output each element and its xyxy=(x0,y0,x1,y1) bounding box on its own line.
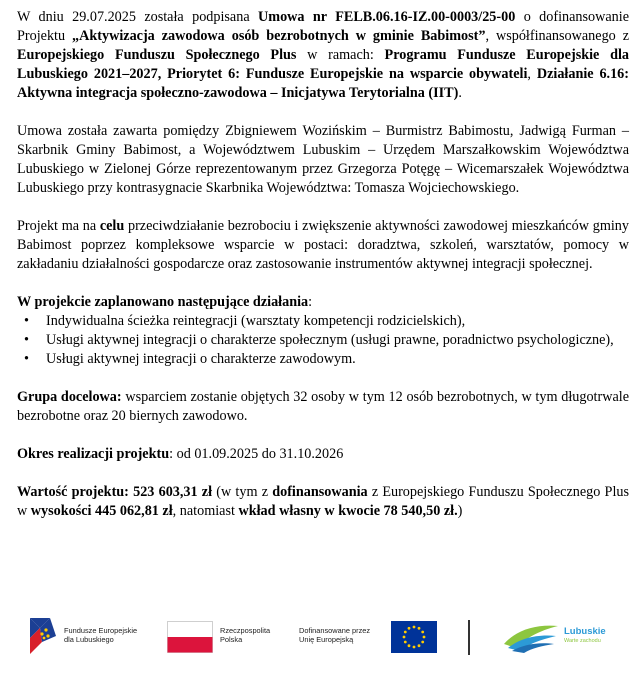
list-item: • Usługi aktywnej integracji o charakterze zawodowym. xyxy=(24,351,356,367)
logo-strip xyxy=(0,612,640,662)
fe-logo-line1: Fundusze Europejskie xyxy=(64,626,138,635)
fe-emblem-icon xyxy=(28,616,58,656)
text: , xyxy=(527,66,537,82)
text: , współfinansowanego z xyxy=(485,28,630,44)
bullet: • xyxy=(24,351,29,367)
programme-name: Programu Fundusze Europejskie dla Lubuskiego 2021–2027, Priorytet 6: Fundusze Europejskie na wsparcie obywateli xyxy=(17,47,629,82)
eu-funding-logo xyxy=(299,612,439,662)
fund-name: Europejskiego Funduszu Społecznego Plus xyxy=(17,47,297,63)
paragraph-goal xyxy=(17,217,629,274)
rzeczpospolita-polska-logo xyxy=(167,612,287,662)
lubuskie-logo xyxy=(502,612,622,662)
list-item: • Usługi aktywnej integracji o charakterze społecznym (usługi prawne, poradnictwo psychologiczne), xyxy=(24,332,614,348)
lubuskie-emblem-icon xyxy=(502,620,560,654)
lubuskie-logo-tagline: Warte zachodu xyxy=(564,638,601,644)
eu-logo-line1: Dofinansowane przez xyxy=(299,626,371,635)
actions-heading: W projekcie zaplanowano następujące działania: xyxy=(17,294,313,310)
text: o dofinansowanie Projektu xyxy=(17,9,629,44)
eu-flag-icon xyxy=(391,621,437,653)
paragraph-parties: Umowa została zawarta pomiędzy Zbigniewem Wozińskim – Burmistrz Babimostu, Jadwigą Furman – Skarbnik Gminy Babimost, a Województwem Lubuskim – Urzędem Marszałkowskim Województwa Lubuskiego w Zielonej Górze reprezentowanym przez Grzegorza Potęgę – Wicemarszałek Województwa Lubuskiego przy kontrasygnacie Skarbnika Województwa: Tomasza Wojciechowskiego. xyxy=(17,123,629,196)
paragraph-period: Okres realizacji projektu: od 01.09.2025 do 31.10.2026 xyxy=(17,446,344,462)
logo-divider xyxy=(468,620,470,655)
contract-number: Umowa nr FELB.06.16-IZ.00-0003/25-00 xyxy=(258,9,516,25)
rp-logo-line2: Polska xyxy=(220,635,243,644)
list-item: • Indywidualna ścieżka reintegracji (warsztaty kompetencji rodzicielskich), xyxy=(24,313,466,329)
paragraph-target-group: Grupa docelowa: wsparciem zostanie objętych 32 osoby w tym 12 osób bezrobotnych, w tym długotrwale bezrobotne oraz 20 biernych zawodowo. xyxy=(17,389,629,424)
paragraph-contract xyxy=(17,8,629,103)
paragraph-value: Wartość projektu: 523 603,31 zł (w tym z dofinansowania z Europejskiego Funduszu Społecznego Plus w wysokości 445 062,81 zł, natomiast wkład własny w kwocie 78 540,50 zł.) xyxy=(17,484,629,519)
text: W dniu 29.07.2025 została podpisana xyxy=(17,9,259,25)
document-body xyxy=(17,8,629,521)
bullet: • xyxy=(24,332,29,348)
fundusze-europejskie-logo xyxy=(28,612,158,662)
rp-logo-line1: Rzeczpospolita xyxy=(220,626,271,635)
eu-logo-line2: Unię Europejską xyxy=(299,635,354,644)
text: Projekt ma na xyxy=(17,218,100,234)
lubuskie-logo-name: Lubuskie xyxy=(564,626,606,637)
bullet: • xyxy=(24,313,29,329)
goal-label: celu xyxy=(99,218,125,234)
project-title: „Aktywizacja zawodowa osób bezrobotnych w gminie Babimost” xyxy=(72,28,486,44)
polish-flag-icon xyxy=(167,621,213,653)
text: . xyxy=(458,85,462,101)
measure-name: Działanie 6.16: Aktywna integracja społeczno-zawodowa – Inicjatywa Terytorialna (IIT) xyxy=(17,66,630,101)
text: w ramach: xyxy=(296,47,385,63)
fe-logo-line2: dla Lubuskiego xyxy=(64,635,114,644)
actions-list xyxy=(17,312,629,369)
text: przeciwdziałanie bezrobociu i zwiększenie aktywności zawodowej mieszkańców gminy Babimost poprzez kompleksowe wsparcie w postaci: doradztwa, szkoleń, warsztatów, pomocy w zakładaniu działalności gospodarcze oraz zastosowanie instrumentów aktywnej integracji społecznej. xyxy=(17,218,629,272)
